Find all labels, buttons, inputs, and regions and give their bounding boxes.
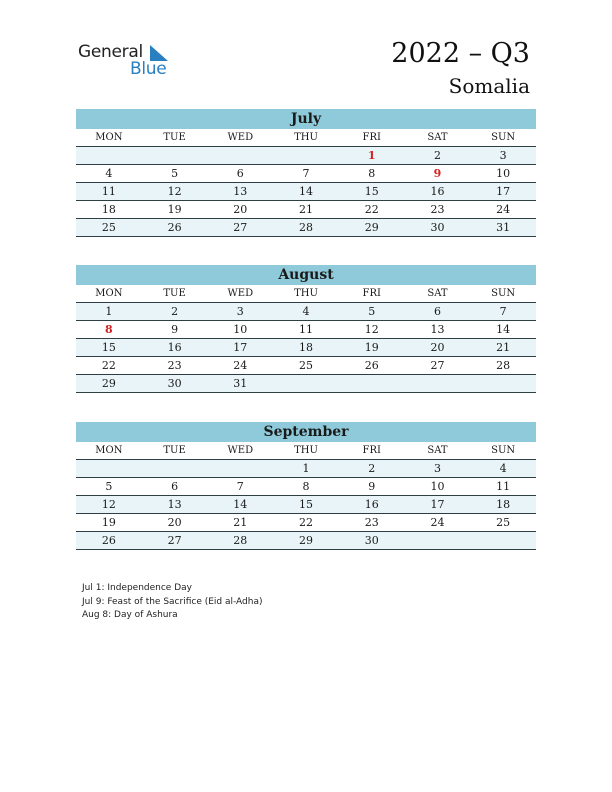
day-cell [339, 375, 405, 392]
day-cell: 23 [167, 359, 182, 372]
day-cell: 29 [364, 221, 379, 234]
weekday-label: FRI [362, 132, 381, 143]
day-cell: 24 [430, 516, 445, 529]
day-cell: 17 [496, 185, 511, 198]
day-cell: 20 [430, 341, 445, 354]
day-cell [207, 147, 273, 164]
day-cell: 22 [101, 359, 116, 372]
day-cell: 9 [171, 323, 179, 336]
week-row [76, 514, 536, 532]
day-cell: 6 [236, 167, 244, 180]
day-cell: 14 [299, 185, 314, 198]
month-title: July [76, 109, 536, 129]
weekday-label: THU [294, 445, 318, 456]
day-cell: 2 [368, 462, 376, 475]
generalblue-logo [78, 42, 188, 82]
day-cell: 16 [167, 341, 182, 354]
day-cell: 25 [496, 516, 511, 529]
page-title: 2022 – Q3 [391, 38, 530, 69]
day-cell: 20 [233, 203, 248, 216]
day-cell [273, 375, 339, 392]
day-cell: 14 [496, 323, 511, 336]
day-cell: 19 [167, 203, 182, 216]
week-row [76, 460, 536, 478]
day-cell: 22 [364, 203, 379, 216]
week-row [76, 357, 536, 375]
day-cell: 30 [167, 377, 182, 390]
weekday-label: TUE [163, 445, 186, 456]
holiday-note: Aug 8: Day of Ashura [82, 610, 178, 620]
holiday-notes [82, 582, 263, 623]
day-cell: 30 [364, 534, 379, 547]
day-cell: 26 [101, 534, 116, 547]
day-cell: 27 [430, 359, 445, 372]
weekday-header-row [76, 285, 536, 303]
holiday-day-cell: 1 [367, 149, 376, 162]
weekday-label: WED [227, 445, 254, 456]
weekday-label: WED [227, 288, 254, 299]
day-cell: 27 [233, 221, 248, 234]
day-cell: 16 [364, 498, 379, 511]
day-cell: 5 [171, 167, 179, 180]
holiday-day-cell: 8 [105, 323, 113, 336]
day-cell: 14 [233, 498, 248, 511]
month-title: August [76, 265, 536, 285]
month-calendar-september [76, 422, 536, 550]
day-cell: 8 [302, 480, 310, 493]
day-cell: 23 [430, 203, 445, 216]
day-cell: 24 [496, 203, 511, 216]
month-calendar-august [76, 265, 536, 393]
day-cell: 6 [171, 480, 179, 493]
weekday-label: FRI [362, 288, 381, 299]
day-cell: 4 [499, 462, 507, 475]
day-cell: 16 [430, 185, 445, 198]
day-cell: 22 [299, 516, 314, 529]
day-cell: 24 [233, 359, 248, 372]
day-cell: 11 [299, 323, 314, 336]
holiday-note: Jul 1: Independence Day [82, 583, 192, 593]
day-cell: 15 [101, 341, 116, 354]
weekday-label: SAT [427, 445, 448, 456]
week-row [76, 165, 536, 183]
day-cell: 26 [167, 221, 182, 234]
day-cell: 30 [430, 221, 445, 234]
month-calendar-july [76, 109, 536, 237]
day-cell [273, 147, 339, 164]
week-row [76, 321, 536, 339]
day-cell: 17 [233, 341, 248, 354]
weekday-label: SAT [427, 288, 448, 299]
day-cell: 21 [233, 516, 248, 529]
day-cell [76, 147, 142, 164]
day-cell: 29 [299, 534, 314, 547]
weekday-label: SUN [491, 288, 516, 299]
day-cell: 12 [101, 498, 116, 511]
week-row [76, 496, 536, 514]
weekday-label: SUN [491, 445, 516, 456]
day-cell: 2 [433, 149, 441, 162]
weekday-label: THU [294, 288, 318, 299]
week-row [76, 201, 536, 219]
day-cell: 29 [101, 377, 116, 390]
day-cell [470, 532, 536, 549]
day-cell: 19 [101, 516, 116, 529]
day-cell: 13 [167, 498, 182, 511]
day-cell: 21 [299, 203, 314, 216]
day-cell: 11 [101, 185, 116, 198]
day-cell: 10 [430, 480, 445, 493]
day-cell: 8 [368, 167, 376, 180]
day-cell: 10 [496, 167, 511, 180]
week-row [76, 219, 536, 237]
weekday-label: TUE [163, 132, 186, 143]
day-cell: 9 [368, 480, 376, 493]
day-cell: 25 [101, 221, 116, 234]
holiday-day-cell: 9 [433, 167, 442, 180]
day-cell: 7 [499, 305, 507, 318]
day-cell: 28 [233, 534, 248, 547]
week-row [76, 147, 536, 165]
weekday-label: MON [95, 445, 123, 456]
day-cell: 20 [167, 516, 182, 529]
day-cell: 4 [105, 167, 113, 180]
day-cell: 31 [233, 377, 248, 390]
holiday-note: Jul 9: Feast of the Sacrifice (Eid al-Adha) [82, 596, 263, 607]
day-cell: 18 [101, 203, 116, 216]
logo-word-general: General [78, 42, 143, 62]
weekday-label: MON [95, 132, 123, 143]
day-cell: 6 [433, 305, 441, 318]
weekday-label: FRI [362, 445, 381, 456]
week-row [76, 183, 536, 201]
day-cell: 17 [430, 498, 445, 511]
day-cell: 18 [299, 341, 314, 354]
week-row [76, 339, 536, 357]
day-cell [470, 375, 536, 392]
weekday-header-row [76, 129, 536, 147]
weekday-label: TUE [163, 288, 186, 299]
weekday-label: THU [294, 132, 318, 143]
country-name: Somalia [448, 74, 530, 98]
weekday-label: SUN [491, 132, 516, 143]
logo-word-blue: Blue [130, 59, 167, 79]
day-cell [76, 460, 142, 477]
day-cell: 26 [364, 359, 379, 372]
weekday-label: WED [227, 132, 254, 143]
day-cell: 28 [496, 359, 511, 372]
week-row [76, 303, 536, 321]
day-cell: 12 [364, 323, 379, 336]
day-cell: 27 [167, 534, 182, 547]
day-cell [405, 532, 471, 549]
day-cell: 7 [302, 167, 310, 180]
day-cell: 10 [233, 323, 248, 336]
day-cell [207, 460, 273, 477]
day-cell: 4 [302, 305, 310, 318]
weekday-header-row [76, 442, 536, 460]
day-cell: 18 [496, 498, 511, 511]
day-cell [142, 147, 208, 164]
day-cell: 13 [430, 323, 445, 336]
day-cell: 5 [105, 480, 113, 493]
day-cell: 1 [302, 462, 310, 475]
day-cell: 1 [105, 305, 113, 318]
day-cell [142, 460, 208, 477]
day-cell: 21 [496, 341, 511, 354]
day-cell [405, 375, 471, 392]
weekday-label: MON [95, 288, 123, 299]
day-cell: 28 [299, 221, 314, 234]
day-cell: 12 [167, 185, 182, 198]
day-cell: 13 [233, 185, 248, 198]
day-cell: 2 [171, 305, 179, 318]
month-title: September [76, 422, 536, 442]
week-row [76, 532, 536, 550]
day-cell: 3 [236, 305, 244, 318]
day-cell: 15 [364, 185, 379, 198]
day-cell: 15 [299, 498, 314, 511]
day-cell: 5 [368, 305, 376, 318]
day-cell: 31 [496, 221, 511, 234]
weekday-label: SAT [427, 132, 448, 143]
day-cell: 11 [496, 480, 511, 493]
week-row [76, 375, 536, 393]
week-row [76, 478, 536, 496]
day-cell: 19 [364, 341, 379, 354]
day-cell: 3 [433, 462, 441, 475]
day-cell: 25 [299, 359, 314, 372]
day-cell: 3 [499, 149, 507, 162]
day-cell: 7 [236, 480, 244, 493]
day-cell: 23 [364, 516, 379, 529]
